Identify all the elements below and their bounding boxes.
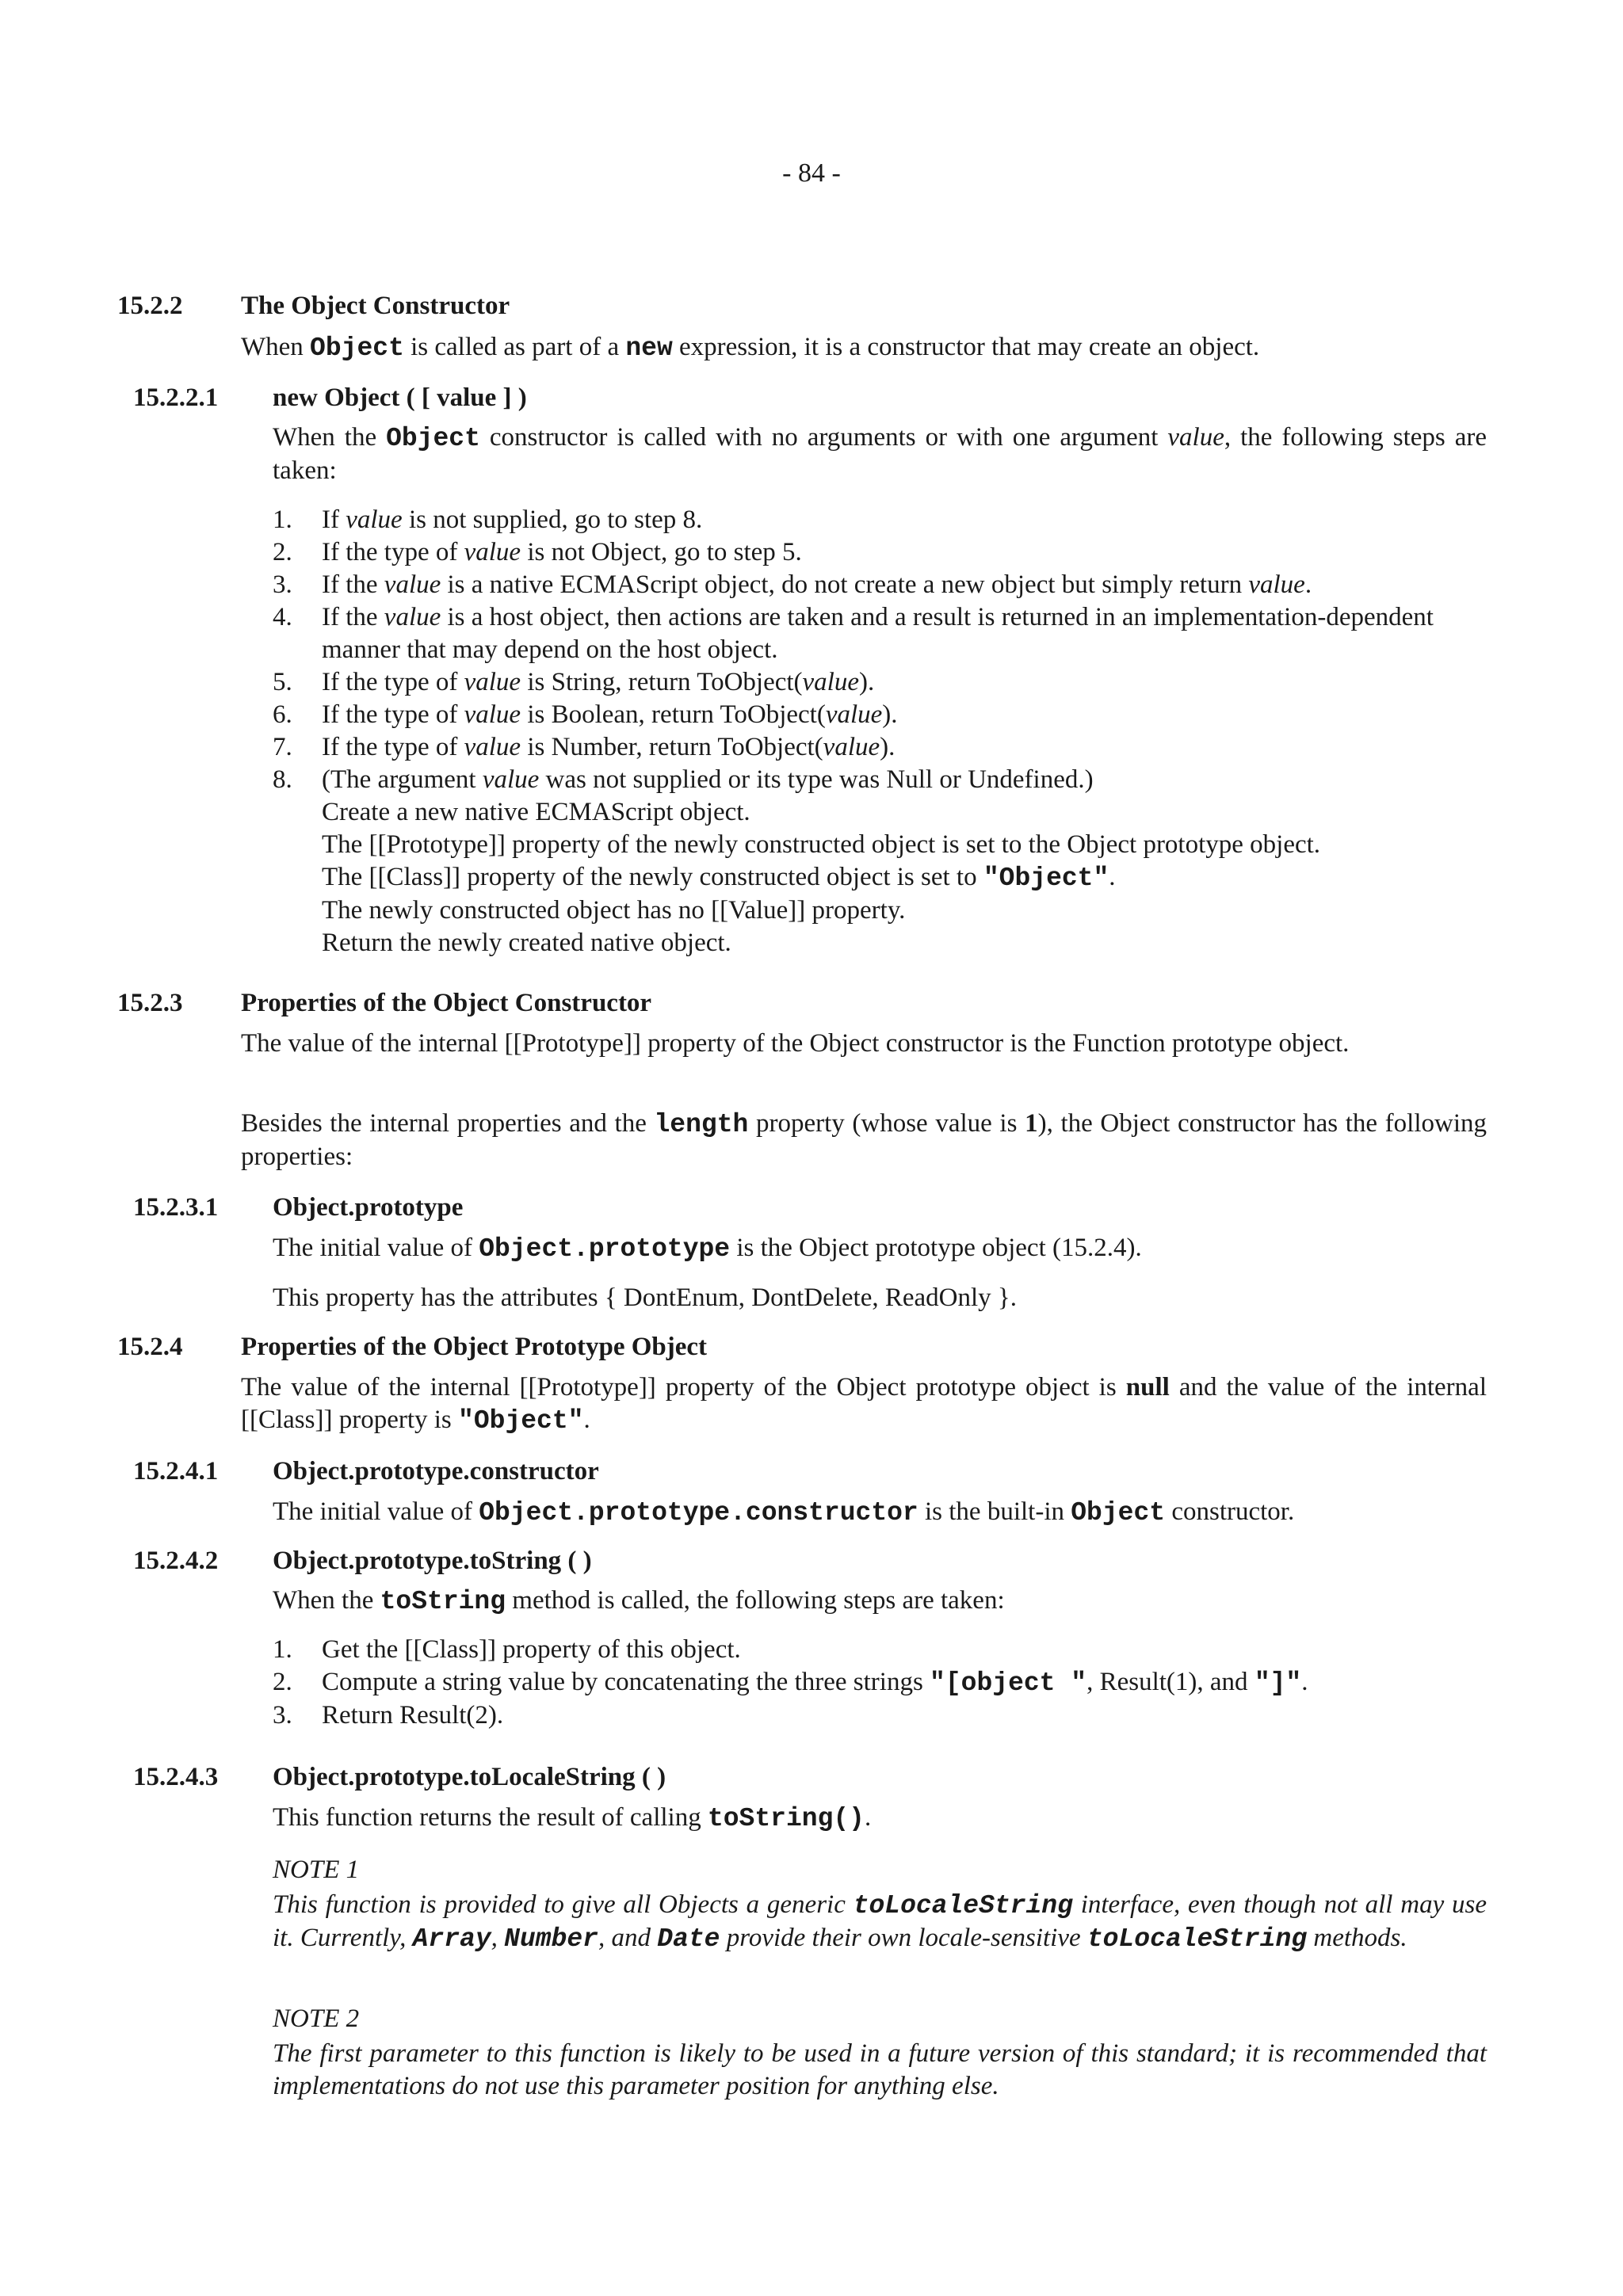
list-item: 1. If value is not supplied, go to step 8. — [273, 505, 703, 534]
section-title-object-prototype-object: Properties of the Object Prototype Object — [241, 1333, 708, 1361]
note-2-label: NOTE 2 — [273, 2004, 360, 2033]
list-item: 8. (The argument value was not supplied or its type was Null or Undefined.) Create a new native ECMAScript object. The [[Prototype]] property of the newly constructed object is set to the Object prototype object. The [[Class]] property of the newly constructed object is set to "Object". The newly constructed object has no [[Value]] property. Return the newly created native object. — [273, 765, 1321, 957]
list-item: 5. If the type of value is String, return ToObject(value). — [273, 668, 875, 696]
note-2-text: The first parameter to this function is likely to be used in a future version of this standard; it is recommended that implementations do not use this parameter position for anything else. — [273, 2039, 1487, 2100]
paragraph-object-constructor-intro: When Object is called as part of a new expression, it is a constructor that may create an object. — [241, 333, 1260, 363]
paragraph-tostring-intro: When the toString method is called, the following steps are taken: — [273, 1586, 1005, 1616]
section-number-15-2-3: 15.2.3 — [117, 989, 183, 1017]
note-1-text: This function is provided to give all Objects a generic toLocaleString interface, even though not all may use it. Currently, Array, Number, and Date provide their own locale-sensitive toLocaleString methods. — [273, 1890, 1487, 1954]
tostring-steps-list — [273, 1634, 1509, 1732]
list-item: 3. If the value is a native ECMAScript object, do not create a new object but simply return value. — [273, 570, 1312, 599]
section-number-15-2-4-2: 15.2.4.2 — [133, 1547, 219, 1575]
paragraph-object-prototype-attributes: This property has the attributes { DontEnum, DontDelete, ReadOnly }. — [273, 1283, 1017, 1312]
section-number-15-2-2-1: 15.2.2.1 — [133, 383, 219, 412]
new-object-steps-list — [273, 504, 1509, 959]
list-item: 6. If the type of value is Boolean, return ToObject(value). — [273, 700, 898, 729]
paragraph-object-prototype-object: The value of the internal [[Prototype]] property of the Object prototype object is null and the value of the internal [[Class]] property is "Object". — [241, 1373, 1487, 1436]
section-number-15-2-4-1: 15.2.4.1 — [133, 1457, 219, 1486]
section-title-prototype-tolocalestring: Object.prototype.toLocaleString ( ) — [273, 1763, 666, 1791]
list-item: 1. Get the [[Class]] property of this object. — [273, 1635, 741, 1664]
list-item: 2. If the type of value is not Object, go to step 5. — [273, 538, 802, 566]
list-item: 4. If the value is a host object, then actions are taken and a result is returned in an implementation-dependent manner that may depend on the host object. — [273, 603, 1434, 664]
section-title-new-object: new Object ( [ value ] ) — [273, 383, 527, 412]
paragraph-object-constructor-properties: Besides the internal properties and the length property (whose value is 1), the Object constructor has the following properties: — [241, 1109, 1487, 1171]
list-item: 2. Compute a string value by concatenating the three strings "[object ", Result(1), and "]". — [273, 1668, 1308, 1698]
list-item: 3. Return Result(2). — [273, 1701, 504, 1730]
section-number-15-2-4: 15.2.4 — [117, 1333, 183, 1361]
paragraph-tolocalestring: This function returns the result of calling toString(). — [273, 1803, 872, 1833]
paragraph-object-constructor-prototype: The value of the internal [[Prototype]] property of the Object constructor is the Function prototype object. — [241, 1029, 1350, 1058]
paragraph-new-object-intro: When the Object constructor is called with no arguments or with one argument value, the following steps are taken: — [273, 423, 1487, 485]
paragraph-object-prototype-value: The initial value of Object.prototype is the Object prototype object (15.2.4). — [273, 1234, 1142, 1264]
list-item: 7. If the type of value is Number, return ToObject(value). — [273, 733, 896, 761]
section-title-prototype-tostring: Object.prototype.toString ( ) — [273, 1547, 592, 1575]
page-number: - 84 - — [782, 158, 841, 188]
section-title-properties-object-constructor: Properties of the Object Constructor — [241, 989, 652, 1017]
paragraph-prototype-constructor: The initial value of Object.prototype.constructor is the built-in Object constructor. — [273, 1497, 1295, 1527]
note-1-label: NOTE 1 — [273, 1855, 360, 1884]
section-number-15-2-2: 15.2.2 — [117, 292, 183, 320]
section-title-object-constructor: The Object Constructor — [241, 292, 510, 320]
section-number-15-2-3-1: 15.2.3.1 — [133, 1193, 219, 1222]
section-title-prototype-constructor: Object.prototype.constructor — [273, 1457, 599, 1486]
section-title-object-prototype: Object.prototype — [273, 1193, 464, 1222]
section-number-15-2-4-3: 15.2.4.3 — [133, 1763, 219, 1791]
